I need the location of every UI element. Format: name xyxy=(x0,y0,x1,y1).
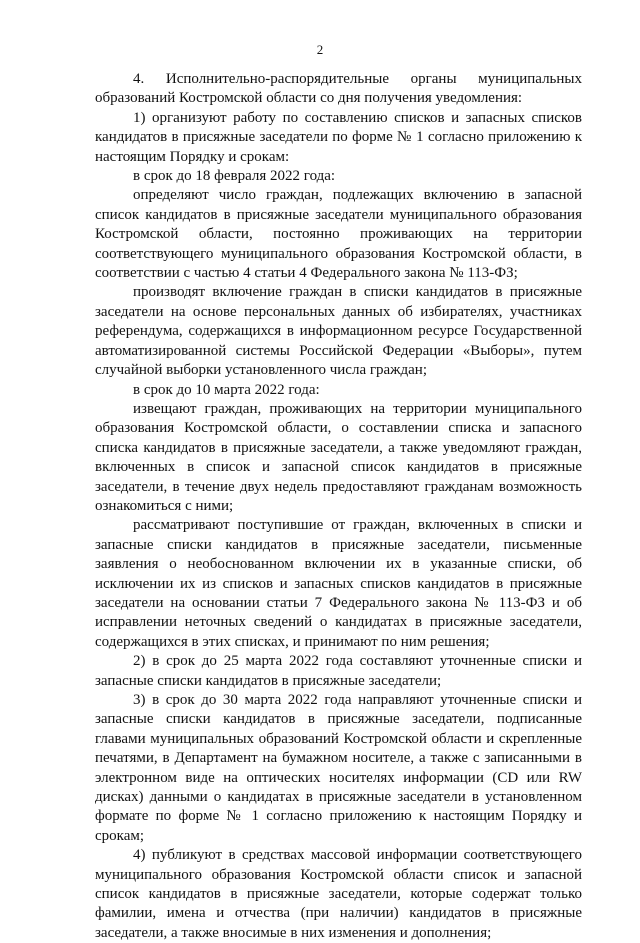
document-body xyxy=(95,70,582,943)
paragraph-deadline-mar-10: в срок до 10 марта 2022 года: xyxy=(133,381,320,398)
paragraph-determine-number: определяют число граждан, подлежащих включению в запасной список кандидатов в присяжные заседатели муниципального образования Костромской области, постоянно проживающих на территории соответствующего муниципального образования Костромской области, в соответствии с частью 4 статьи 4 Федерального закона № 113-ФЗ; xyxy=(95,187,582,282)
paragraph-item-4: 4. Исполнительно-распорядительные органы муниципальных образований Костромской области со дня получения уведомления: xyxy=(95,71,582,107)
paragraph-subitem-1: 1) организуют работу по составлению списков и запасных списков кандидатов в присяжные заседатели по форме № 1 согласно приложению к настоящим Порядку и срокам: xyxy=(95,109,582,165)
paragraph-notify-citizens: извещают граждан, проживающих на территории муниципального образования Костромской области, о составлении списка и запасного списка кандидатов в присяжные заседатели, а также уведомляют граждан, включенных в список и запасной список кандидатов в присяжные заседатели, в течение двух недель предоставляют гражданам возможность ознакомиться с ними; xyxy=(95,400,582,514)
paragraph-subitem-4: 4) публикуют в средствах массовой информации соответствующего муниципального образования Костромской области список и запасной список кандидатов в присяжные заседатели, которые содержат только фамилии, имена и отчества (при наличии) кандидатов в присяжные заседатели, а также вносимые в них изменения и дополнения; xyxy=(95,847,582,941)
paragraph-review-applications: рассматривают поступившие от граждан, включенных в списки и запасные списки кандидатов в присяжные заседатели, письменные заявления о необоснованном включении их в указанные списки, об исключении их из списков и запасных списков кандидатов в присяжные заседатели на основании статьи 7 Федерального закона № 113-ФЗ и об исправлении неточных сведений о кандидатах в присяжные заседатели, содержащихся в этих списках, и принимают по ним решения; xyxy=(95,517,582,650)
paragraph-subitem-3: 3) в срок до 30 марта 2022 года направляют уточненные списки и запасные списки кандидатов в присяжные заседатели, подписанные главами муниципальных образований Костромской области и скрепленные печатями, в Департамент на бумажном носителе, а также с записанными в электронном виде на оптических носителях информации (CD или RW дисках) данными о кандидатах в присяжные заседатели в установленном формате по форме № 1 согласно приложению к настоящим Порядку и срокам; xyxy=(95,692,582,844)
page-number: 2 xyxy=(316,42,324,57)
paragraph-deadline-feb-18: в срок до 18 февраля 2022 года: xyxy=(133,168,336,185)
paragraph-subitem-2: 2) в срок до 25 марта 2022 года составляют уточненные списки и запасные списки кандидатов в присяжные заседатели; xyxy=(95,653,582,689)
paragraph-include-citizens: производят включение граждан в списки кандидатов в присяжные заседатели на основе персональных данных об избирателях, участниках референдума, содержащихся в информационном ресурсе Государственной автоматизированной системы Российской Федерации «Выборы», путем случайной выборки установленного числа граждан; xyxy=(95,284,582,379)
